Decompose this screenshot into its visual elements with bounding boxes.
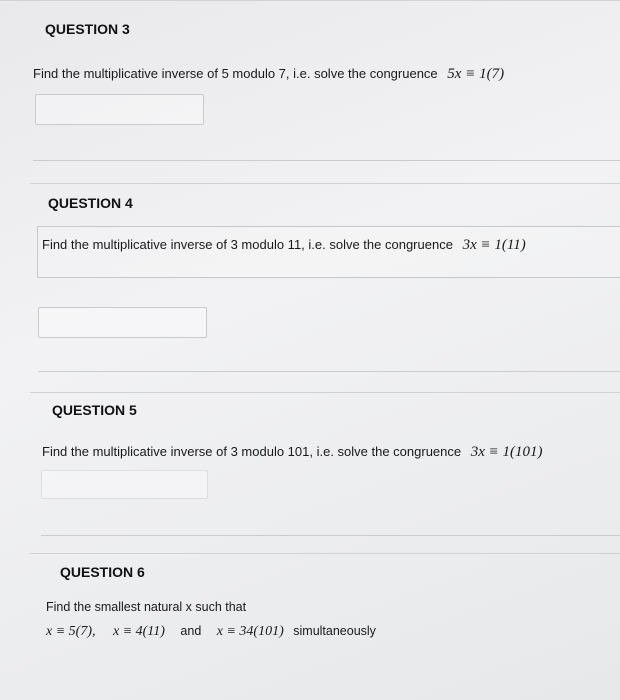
question-4-prompt: Find the multiplicative inverse of 3 modulo 11, i.e. solve the congruence (42, 237, 453, 252)
question-3-text (33, 66, 504, 83)
question-5-math: 3x ≡ 1(101) (470, 444, 543, 460)
question-4-answer-input[interactable] (38, 307, 207, 338)
question-5-frame (30, 392, 620, 393)
question-6-condition-2: x ≡ 4(11) (112, 624, 165, 639)
question-6-condition-1: x ≡ 5(7), (46, 624, 96, 639)
question-5-text (42, 444, 543, 461)
question-4-frame (30, 183, 620, 184)
question-3-title: QUESTION 3 (45, 21, 130, 37)
question-6-title: QUESTION 6 (60, 564, 145, 580)
question-5-divider (41, 535, 620, 536)
question-3-frame (0, 0, 620, 1)
question-4-text (42, 237, 526, 254)
question-3-divider (33, 160, 620, 161)
question-5-prompt: Find the multiplicative inverse of 3 modulo 101, i.e. solve the congruence (42, 444, 462, 459)
question-6-tail: simultaneously (293, 624, 376, 638)
question-4-title: QUESTION 4 (48, 195, 133, 211)
question-3-math: 5x ≡ 1(7) (447, 66, 505, 82)
question-4-divider (38, 371, 620, 372)
question-6-condition-3: x ≡ 34(101) (216, 624, 284, 639)
question-3-prompt: Find the multiplicative inverse of 5 modulo 7, i.e. solve the congruence (33, 66, 438, 81)
question-3-answer-input[interactable] (35, 94, 204, 125)
question-4-math: 3x ≡ 1(11) (462, 237, 526, 253)
question-6-frame (30, 553, 620, 554)
question-5-title: QUESTION 5 (52, 402, 137, 418)
question-6-and: and (180, 624, 202, 638)
question-6-conditions (46, 624, 376, 640)
question-5-answer-input[interactable] (41, 470, 208, 499)
question-6-text: Find the smallest natural x such that (46, 600, 247, 614)
